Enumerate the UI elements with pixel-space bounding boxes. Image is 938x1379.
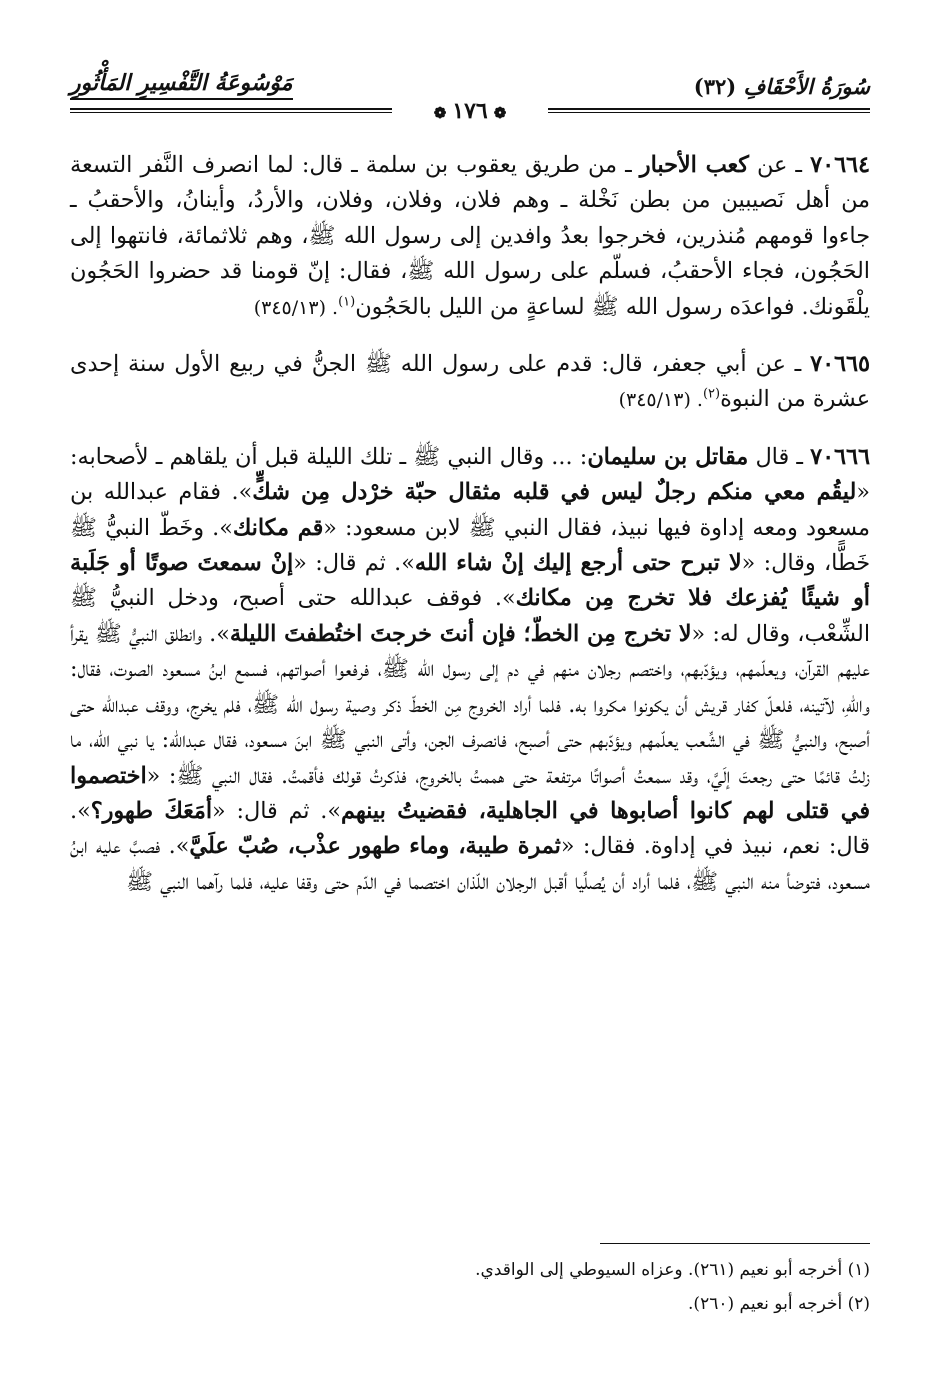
surah-name: سُورَةُ الأَحْقَافِ [743,74,870,99]
page-header [70,60,870,124]
paragraph [70,148,870,326]
hadith-quote: أمَعَكَ طهور؟ [90,797,213,824]
ornament-left-icon: ❁ [433,104,447,122]
hadith-quote: قم مكانك [232,514,324,541]
text-segment: ». ثم قال: « [212,797,342,824]
footnote-mark: (١) [338,294,356,310]
book-title: مَوْسُوعَةُ التَّفْسِيرِ المَأْثُورِ [70,70,293,100]
surah-title [694,74,870,99]
text-segment: ـ عن [748,152,811,178]
text-segment: ». ثم قال: « [293,550,415,577]
text-segment: ـ عن أبي جعفر، قال: قدم على رسول الله ﷺ الجنُّ في ربيع الأول سنة إحدى عشرة من النبوة [70,351,870,413]
hadith-quote: لا تخرج مِن الخطّ؛ فإن أنتَ خرجتَ اختُطفتَ الليلة [229,620,692,647]
narrator-name: كعب الأحبار [639,152,749,178]
text-segment: ». وخَطّ النبيُّ ﷺ خَطًّا، وقال: « [70,514,871,577]
header-rule-left [70,108,392,113]
paragraph-number: ٧٠٦٦٦ [810,443,870,470]
text-segment: ». فقام عبدالله بن مسعود ومعه إداوة فيها نبيذ، فقال النبي ﷺ لابن مسعود: « [70,479,871,541]
text-segment: ». فصبَّ عليه ابنُ مسعود، فتوضأ منه النبي ﷺ، فلما أراد أن يُصلِّيا أقبل الرجلان اللّذان اختصما في الدّم حتى وقفا عليه، فلما رآهما النبي ﷺ [70,833,870,895]
hadith-quote: إنْ سمعتَ صوتًا أو جَلَبة أو شيئًا يُفزعك فلا تخرج مِن مكانك [70,550,870,612]
page-number-block [428,98,513,124]
page-number: ١٧٦ [452,98,488,124]
text-segment: ـ قال [748,443,811,470]
hadith-quote: لا تبرح حتى أرجع إليك إنْ شاء الله [414,550,742,577]
surah-number: (٣٢) [693,74,737,99]
footnote: (١) أخرجه أبو نعيم (٢٦١). وعزاه السيوطي إلى الواقدي. [475,1260,870,1280]
paragraph [70,440,870,901]
text-segment: ـ من طريق يعقوب بن سلمة ـ قال: لما انصرف النَّفر التسعة من أهل نَصيبين من بطن نَخْلة ـ وهم فلان، وفلان، وفلان، والأردُ، وأينانُ، والأحقبُ ـ جاءوا قومهم مُنذرين، فخرجوا بعدُ وافدين إلى رسول الله ﷺ، وهم ثلاثمائة، فانتهوا إلى الحَجُون، فجاء الأحقبُ، فسلّم على رسول الله ﷺ، فقال: إنّ قومنا قد حضروا الحَجُون يلْقَونك. فواعدَه رسول الله ﷺ لساعةٍ من الليل بالحَجُون [70,152,870,320]
hadith-quote: ثمرة طيبة، وماء طهور عذْب، صُبّ علَيَّ [189,833,561,860]
reference: . (٣٤٥/١٣) [253,296,339,319]
footnotes [70,1253,870,1321]
paragraph-number: ٧٠٦٦٤ [810,152,871,178]
hadith-quote: ليقُم معي منكم رجلٌ ليس في قلبه مثقال حبّة خرْدل مِن شكٍّ [252,479,857,506]
document-page [70,60,870,1350]
paragraph-number: ٧٠٦٦٥ [810,351,870,378]
footnote-separator [600,1243,870,1244]
footnote-mark: (٢) [702,387,721,403]
main-text [70,148,870,901]
text-segment: ». وانطلق النبيُّ ﷺ يقرأ عليهم القرآن، ويعلّمهم، ويؤدّبهم، واختصم رجلان منهم في دم إلى رسول الله ﷺ، فرفعوا أصواتهم، فسمع ابنُ مسعود الصوت، فقال: واللهِ، لآتينه، فلعلّ كفار قريش أن يكونوا مكروا به. فلما أراد الخروج مِن الخطّ ذكر وصية رسول الله ﷺ، فلم يخرج، ووقف عبدالله حتى أصبح، والنبيُّ ﷺ في الشِّعب يعلّمهم ويؤدّبهم حتى أصبح، فانصرف الجن، وأتى النبي ﷺ ابنَ مسعود، فقال عبدالله: يا نبي الله، ما زلتُ قائمًا حتى رجعتَ إلَيَّ، وقد سمعتُ أصواتًا مرتفعة حتى هممتُ بالخروج، فذكرتُ قولك فأقمتُ. فقال النبي ﷺ: « [70,620,870,789]
ornament-right-icon: ❁ [493,104,507,122]
text-segment: ». فوقف عبدالله حتى أصبح، ودخل النبيُّ ﷺ الشِّعْب، وقال له: « [70,585,871,647]
text-segment: : ... وقال النبي ﷺ ـ تلك الليلة قبل أن يلقاهم ـ لأصحابه: « [70,443,870,506]
paragraph [70,347,870,419]
footnote: (٢) أخرجه أبو نعيم (٢٦٠). [688,1294,870,1314]
text-segment: ». قال: نعم، نبيذ في إداوة. فقال: « [70,797,870,860]
reference: . (٣٤٥/١٣) [618,389,703,412]
hadith-quote: اختصموا في قتلى لهم كانوا أصابوها في الجاهلية، فقضيتُ بينهم [70,762,871,824]
narrator-name: مقاتل بن سليمان [587,443,749,470]
header-rule-right [548,108,870,113]
